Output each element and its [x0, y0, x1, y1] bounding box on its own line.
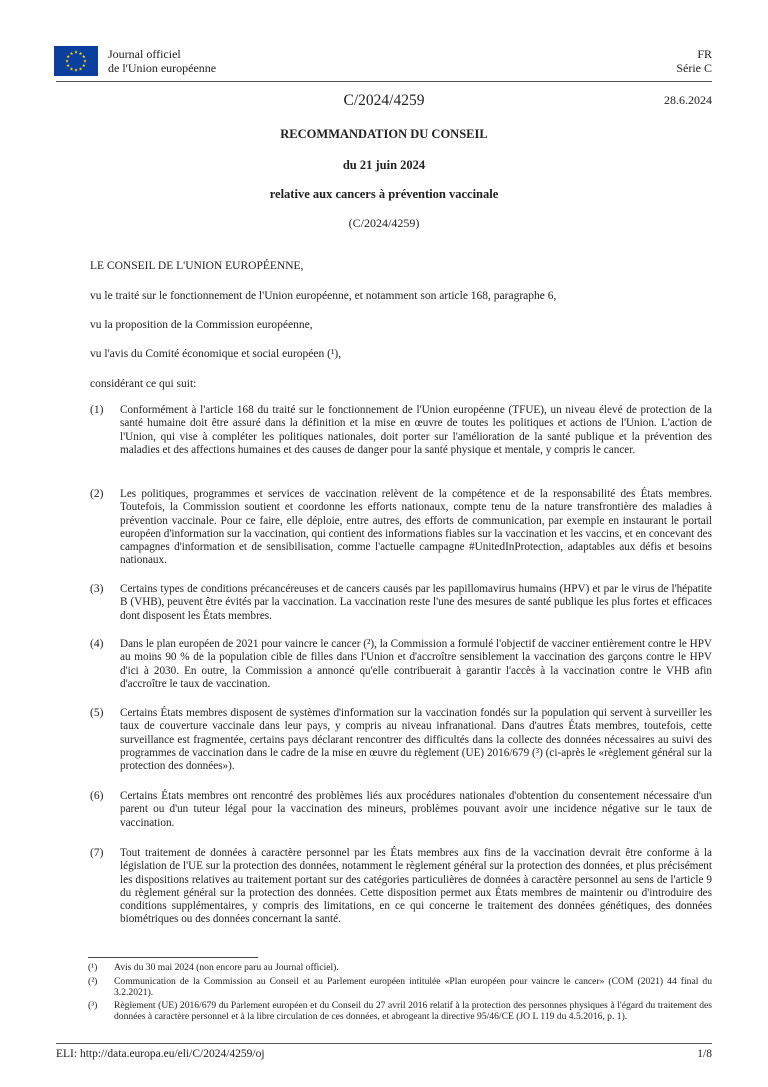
recital-number: (2)	[90, 488, 104, 500]
recital-number: (5)	[90, 707, 104, 719]
preamble-line: vu l'avis du Comité économique et social européen (¹),	[90, 348, 342, 360]
recital-text: Tout traitement de données à caractère personnel par les États membres aux fins de la vaccination devrait être conforme à la législation de l'UE sur la protection des données, notamment le règlement général sur la protection des données, et plus précisément les dispositions relatives au traitement portant sur des catégories particulières de données à caractère personnel au sens de l'article 9 du règlement général sur la protection des données. Cette disposition permet aux États membres de maintenir ou d'introduire des conditions supplémentaires, y compris des limitations, en ce qui concerne le traitement des données génétiques, des données biométriques ou des données concernant la santé.	[120, 847, 712, 926]
recital-number: (7)	[90, 847, 104, 859]
flag-star-icon: ★	[69, 66, 74, 72]
flag-star-icon: ★	[64, 58, 70, 64]
recital-number: (1)	[90, 404, 104, 416]
eli-link[interactable]: ELI: http://data.europa.eu/eli/C/2024/4259/oj	[56, 1048, 265, 1060]
flag-star-icon: ★	[66, 54, 71, 60]
footnote-text: Avis du 30 mai 2024 (non encore paru au Journal officiel).	[114, 962, 339, 973]
flag-star-icon: ★	[81, 63, 86, 69]
document-date: du 21 juin 2024	[342, 158, 426, 172]
publication-date: 28.6.2024	[664, 93, 712, 107]
recital-text: Certains types de conditions précancéreuses et de cancers causés par les papillomavirus humains (HPV) et par le virus de l'hépatite B (VHB), peuvent être évités par la vaccination. La vaccination reste l'une des mesures de santé publique les plus fortes et efficaces dont disposent les États membres.	[120, 583, 712, 622]
document-subject: relative aux cancers à prévention vaccinale	[269, 187, 499, 201]
journal-title-line1: Journal officiel	[108, 47, 181, 61]
language-code: FR	[697, 47, 712, 61]
document-title: RECOMMANDATION DU CONSEIL	[280, 127, 488, 141]
journal-title	[108, 47, 216, 75]
flag-star-icon: ★	[78, 66, 83, 72]
flag-star-icon: ★	[82, 58, 88, 64]
recital-text: Certains États membres ont rencontré des problèmes liés aux procédures nationales d'obtention du consentement nécessaire d'un parent ou d'un tuteur légal pour la vaccination des mineurs, problèmes pouvant avoir une incidence négative sur le taux de vaccination.	[120, 790, 712, 829]
document-code: (C/2024/4259)	[348, 216, 420, 230]
journal-title-line2: de l'Union européenne	[108, 61, 217, 75]
flag-star-icon: ★	[81, 54, 86, 60]
footnote-text: Communication de la Commission au Conseil et au Parlement européen intitulée «Plan européen pour vaincre le cancer» (COM (2021) 44 final du 3.2.2021).	[114, 976, 712, 999]
recital-text: Certains États membres disposent de systèmes d'information sur la vaccination fondés sur la population qui servent à surveiller les taux de couverture vaccinale dans leur pays, y compris au niveau infranational. Dans d'autres États membres, toutefois, cette surveillance est fragmentée, certains pays déclarant rencontrer des difficultés dans la collecte des données nécessaires au suivi des programmes de vaccination dans le cadre de la mise en œuvre du règlement (UE) 2016/679 (³) (ci-après le «règlement général sur la protection des données»).	[120, 707, 712, 773]
page-number: 1/8	[697, 1048, 712, 1060]
flag-star-icon: ★	[78, 50, 83, 56]
recital-number: (6)	[90, 790, 104, 802]
footnote-number: (²)	[88, 976, 98, 987]
preamble-line: vu la proposition de la Commission européenne,	[90, 319, 313, 331]
recital-text: Dans le plan européen de 2021 pour vaincre le cancer (²), la Commission a formulé l'objectif de vacciner entièrement contre le HPV au moins 90 % de la population cible de filles dans l'Union et d'accroître sensiblement la vaccination des garçons contre le HPV d'ici à 2030. En outre, la Commission a annoncé qu'elle contribuerait à garantir l'accès à la vaccination contre le VHB afin d'accroître le taux de vaccination.	[120, 638, 712, 690]
footnote-divider	[88, 957, 258, 958]
flag-star-icon: ★	[73, 49, 79, 55]
recital-number: (4)	[90, 638, 104, 650]
footer-divider	[56, 1043, 712, 1044]
recital-text: Les politiques, programmes et services de vaccination relèvent de la compétence et de la responsabilité des États membres. Toutefois, la Commission soutient et coordonne les efforts nationaux, compte tenu de la nature transfrontière des maladies à prévention vaccinale. Pour ce faire, elle déploie, entre autres, des efforts de communication, par exemple en instaurant le portail européen d'information sur la vaccination, qui contient des informations fiables sur la vaccination et les vaccins, et en concevant des campagnes d'information et de sensibilisation, comme l'actuelle campagne #UnitedInProtection, adaptables aux défis et besoins nationaux.	[120, 488, 712, 567]
preamble-line: considérant ce qui suit:	[90, 378, 197, 390]
document-number: C/2024/4259	[343, 92, 425, 109]
header-divider	[56, 81, 712, 82]
recital-text: Conformément à l'article 168 du traité sur le fonctionnement de l'Union européenne (TFUE), un niveau élevé de protection de la santé humaine doit être assuré dans la définition et la mise en œuvre de toutes les politiques et actions de l'Union. L'action de l'Union, qui vise à compléter les politiques nationales, doit porter sur l'amélioration de la santé publique et la prévention des maladies et des affections humaines et des causes de danger pour la santé physique et mentale, y compris le cancer.	[120, 404, 712, 456]
preamble-line: vu le traité sur le fonctionnement de l'Union européenne, et notamment son article 168, paragraphe 6,	[90, 290, 557, 302]
recital-number: (3)	[90, 583, 104, 595]
series-info	[676, 47, 712, 75]
eu-flag-icon	[54, 46, 98, 76]
flag-star-icon: ★	[73, 67, 79, 73]
flag-star-icon: ★	[69, 50, 74, 56]
footnote-number: (³)	[88, 1000, 98, 1011]
flag-star-icon: ★	[66, 63, 71, 69]
footnote-text: Règlement (UE) 2016/679 du Parlement européen et du Conseil du 27 avril 2016 relatif à la protection des personnes physiques à l'égard du traitement des données à caractère personnel et à la libre circulation de ces données, et abrogeant la directive 95/46/CE (JO L 119 du 4.5.2016, p. 1).	[114, 1000, 712, 1023]
preamble-line: LE CONSEIL DE L'UNION EUROPÉENNE,	[90, 260, 304, 272]
series-label: Série C	[676, 61, 712, 75]
footnote-number: (¹)	[88, 962, 98, 973]
